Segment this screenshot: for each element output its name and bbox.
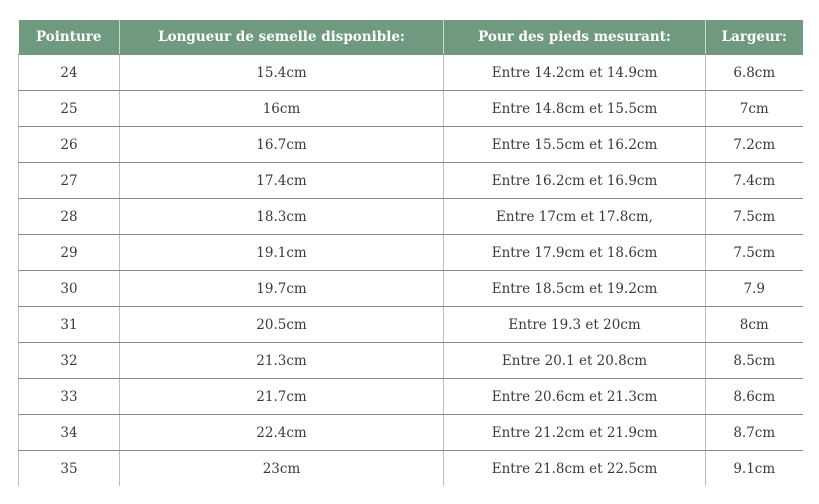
cell-foot-length: Entre 21.8cm et 22.5cm xyxy=(444,451,706,487)
cell-foot-length: Entre 16.2cm et 16.9cm xyxy=(444,163,706,199)
cell-width: 7.9 xyxy=(706,271,803,307)
cell-foot-length: Entre 19.3 et 20cm xyxy=(444,307,706,343)
cell-width: 8.5cm xyxy=(706,343,803,379)
cell-sole-length: 19.1cm xyxy=(120,235,444,271)
cell-sole-length: 18.3cm xyxy=(120,199,444,235)
cell-pointure: 29 xyxy=(19,235,120,271)
cell-foot-length: Entre 15.5cm et 16.2cm xyxy=(444,127,706,163)
cell-sole-length: 23cm xyxy=(120,451,444,487)
table-row xyxy=(19,127,803,163)
cell-sole-length: 16cm xyxy=(120,91,444,127)
cell-width: 8cm xyxy=(706,307,803,343)
cell-pointure: 30 xyxy=(19,271,120,307)
cell-width: 7.4cm xyxy=(706,163,803,199)
cell-pointure: 33 xyxy=(19,379,120,415)
cell-pointure: 34 xyxy=(19,415,120,451)
cell-foot-length: Entre 20.6cm et 21.3cm xyxy=(444,379,706,415)
table-row xyxy=(19,271,803,307)
cell-sole-length: 15.4cm xyxy=(120,55,444,91)
cell-pointure: 28 xyxy=(19,199,120,235)
cell-foot-length: Entre 17cm et 17.8cm, xyxy=(444,199,706,235)
cell-width: 7.2cm xyxy=(706,127,803,163)
table-row xyxy=(19,91,803,127)
header-foot-length: Pour des pieds mesurant: xyxy=(444,20,706,55)
table-row xyxy=(19,379,803,415)
table-row xyxy=(19,307,803,343)
cell-foot-length: Entre 14.2cm et 14.9cm xyxy=(444,55,706,91)
table-row xyxy=(19,235,803,271)
cell-sole-length: 22.4cm xyxy=(120,415,444,451)
cell-foot-length: Entre 18.5cm et 19.2cm xyxy=(444,271,706,307)
cell-foot-length: Entre 14.8cm et 15.5cm xyxy=(444,91,706,127)
cell-pointure: 31 xyxy=(19,307,120,343)
cell-pointure: 25 xyxy=(19,91,120,127)
size-chart-table xyxy=(18,20,803,486)
cell-width: 7cm xyxy=(706,91,803,127)
header-width: Largeur: xyxy=(706,20,803,55)
cell-sole-length: 19.7cm xyxy=(120,271,444,307)
cell-width: 8.7cm xyxy=(706,415,803,451)
cell-pointure: 35 xyxy=(19,451,120,487)
cell-sole-length: 20.5cm xyxy=(120,307,444,343)
table-row xyxy=(19,343,803,379)
table-row xyxy=(19,199,803,235)
cell-pointure: 24 xyxy=(19,55,120,91)
table-row xyxy=(19,415,803,451)
cell-width: 7.5cm xyxy=(706,199,803,235)
cell-foot-length: Entre 17.9cm et 18.6cm xyxy=(444,235,706,271)
cell-sole-length: 21.3cm xyxy=(120,343,444,379)
cell-width: 6.8cm xyxy=(706,55,803,91)
header-pointure: Pointure xyxy=(19,20,120,55)
cell-sole-length: 16.7cm xyxy=(120,127,444,163)
table-row xyxy=(19,55,803,91)
table-body xyxy=(19,55,803,487)
cell-pointure: 27 xyxy=(19,163,120,199)
table-row xyxy=(19,451,803,487)
cell-width: 9.1cm xyxy=(733,460,776,477)
cell-foot-length: Entre 20.1 et 20.8cm xyxy=(444,343,706,379)
table-header-row xyxy=(19,20,803,55)
cell-width: 7.5cm xyxy=(706,235,803,271)
cell-pointure: 32 xyxy=(19,343,120,379)
table-row xyxy=(19,163,803,199)
cell-sole-length: 17.4cm xyxy=(120,163,444,199)
cell-pointure: 26 xyxy=(19,127,120,163)
header-sole-length: Longueur de semelle disponible: xyxy=(120,20,444,55)
cell-width: 8.6cm xyxy=(706,379,803,415)
cell-foot-length: Entre 21.2cm et 21.9cm xyxy=(444,415,706,451)
cell-sole-length: 21.7cm xyxy=(120,379,444,415)
